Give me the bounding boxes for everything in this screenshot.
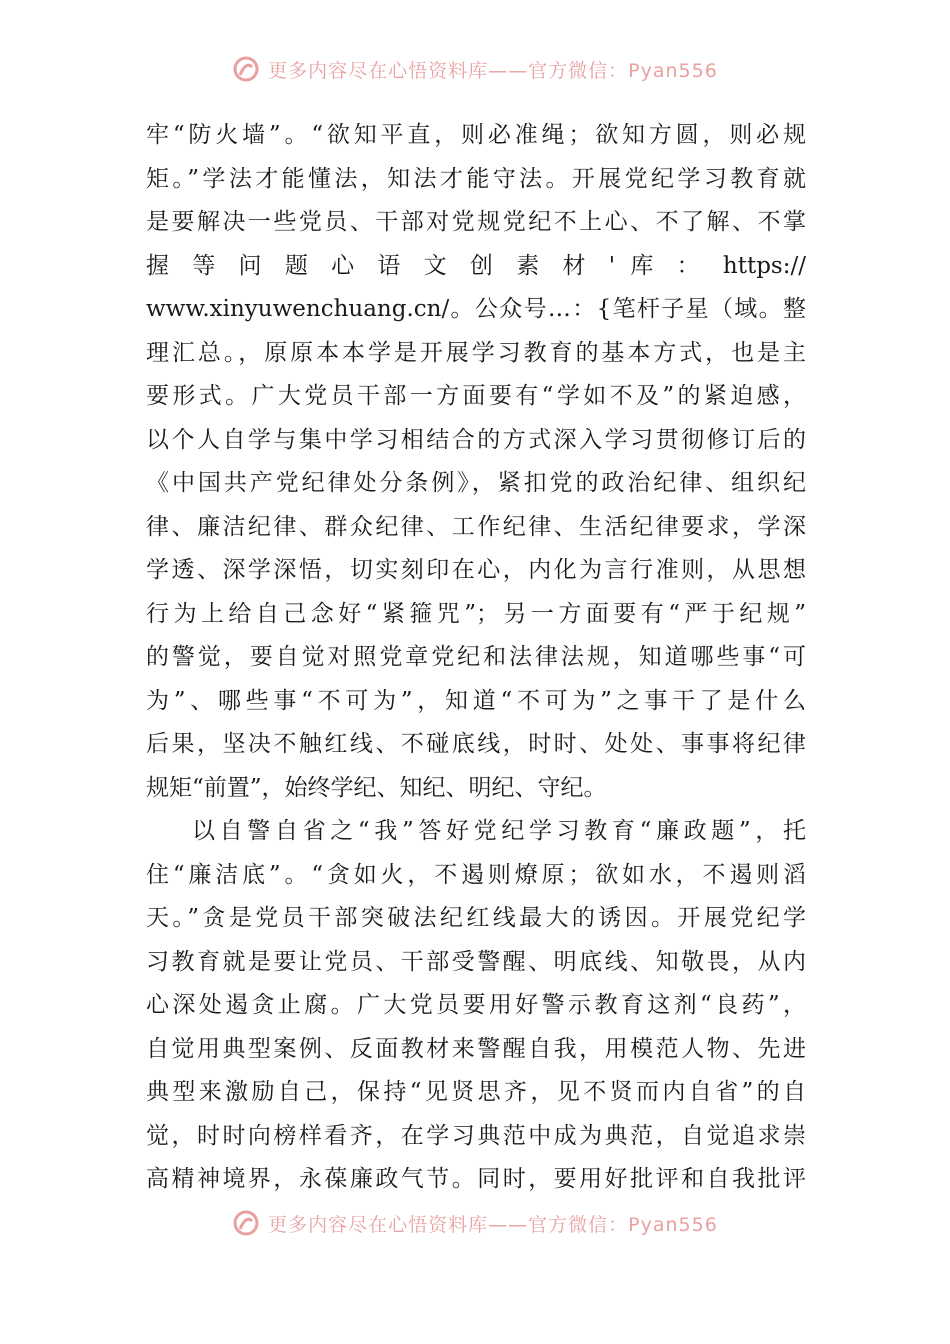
watermark-text: 更多内容尽在心悟资料库——官方微信：Pyan556 (268, 59, 718, 82)
watermark-text: 更多内容尽在心悟资料库——官方微信：Pyan556 (268, 1213, 718, 1236)
text-line: 以自警自省之“我”答好党纪学习教育“廉政题”，托 (192, 818, 806, 844)
text-line: 为”、哪些事“不可为”，知道“不可为”之事干了是什么 (146, 687, 806, 714)
text-line: www.xinyuwenchuang.cn/。公众号…：{笔杆子星（域。整 (146, 296, 806, 322)
logo-icon (232, 1209, 260, 1237)
text-line: 高精神境界，永葆廉政气节。同时，要用好批评和自我批评 (146, 1166, 806, 1192)
text-line: 握 等 问 题 心 语 文 创 素 材 ' 库 ： https:// (146, 252, 806, 279)
text-line: 住“廉洁底”。“贪如火，不遏则燎原；欲如水，不遏则滔 (146, 861, 806, 888)
text-line: 学透、深学深悟，切实刻印在心，内化为言行准则，从思想 (146, 557, 806, 583)
document-body (146, 114, 806, 1202)
text-line: 要形式。广大党员干部一方面要有“学如不及”的紧迫感， (146, 383, 806, 409)
text-line: 典型来激励自己，保持“见贤思齐，见不贤而内自省”的自 (146, 1079, 806, 1105)
text-line: 心深处遏贪止腐。广大党员要用好警示教育这剂“良药”， (146, 992, 806, 1018)
text-line: 习教育就是要让党员、干部受警醒、明底线、知敬畏，从内 (146, 948, 806, 975)
text-line: 规矩“前置”，始终学纪、知纪、明纪、守纪。 (146, 774, 607, 801)
text-line: 天。”贪是党员干部突破法纪红线最大的诱因。开展党纪学 (146, 905, 806, 931)
text-line: 的警觉，要自觉对照党章党纪和法律法规，知道哪些事“可 (146, 644, 806, 670)
text-line: 觉，时时向榜样看齐，在学习典范中成为典范，自觉追求崇 (146, 1122, 806, 1149)
text-line: 理汇总。，原原本本学是开展学习教育的基本方式，也是主 (146, 339, 806, 366)
text-line: 后果，坚决不触红线、不碰底线，时时、处处、事事将纪律 (146, 731, 806, 757)
text-line: 自觉用典型案例、反面教材来警醒自我，用模范人物、先进 (146, 1035, 806, 1062)
footer-watermark (0, 1206, 950, 1240)
text-line: 《中国共产党纪律处分条例》，紧扣党的政治纪律、组织纪 (146, 470, 806, 496)
logo-icon (232, 55, 260, 83)
text-line: 以个人自学与集中学习相结合的方式深入学习贯彻修订后的 (146, 426, 806, 453)
text-line: 是要解决一些党员、干部对党规党纪不上心、不了解、不掌 (146, 209, 806, 235)
header-watermark (0, 52, 950, 86)
text-line: 牢“防火墙”。“欲知平直，则必准绳；欲知方圆，则必规 (146, 122, 806, 148)
text-line: 律、廉洁纪律、群众纪律、工作纪律、生活纪律要求，学深 (146, 513, 806, 540)
text-line: 行为上给自己念好“紧箍咒”；另一方面要有“严于纪规” (146, 600, 806, 627)
text-line: 矩。”学法才能懂法，知法才能守法。开展党纪学习教育就 (146, 165, 806, 192)
